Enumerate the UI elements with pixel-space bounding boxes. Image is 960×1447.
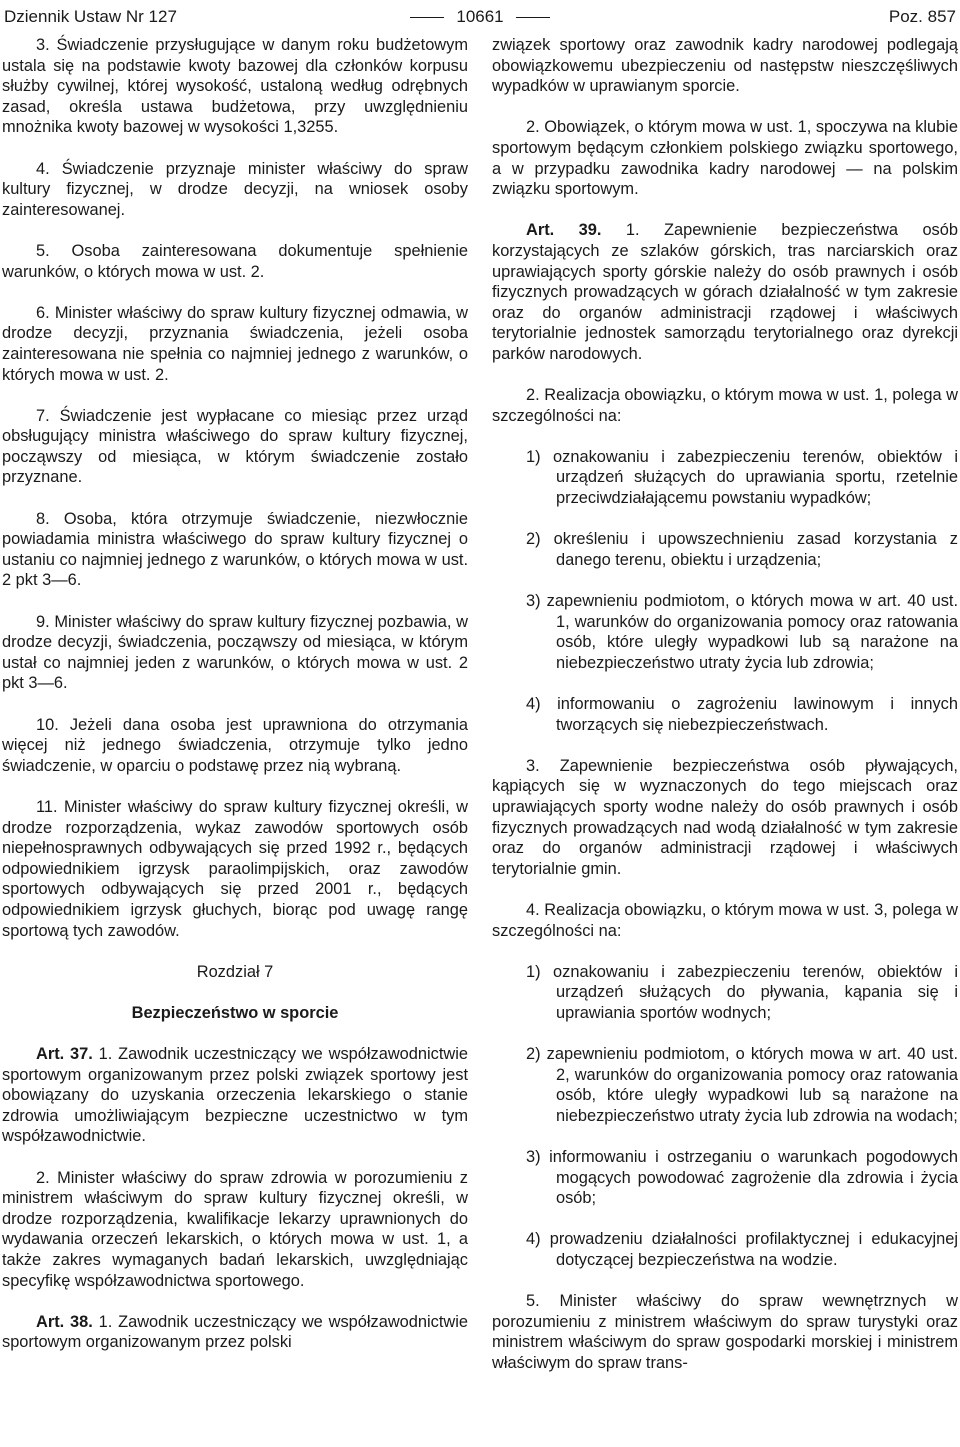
list-item: 3) informowaniu i ostrzeganiu o warunkach pogodowych mogących powodować zagrożenie dla zdrowia i życia osób;: [526, 1148, 958, 1208]
chapter-number: Rozdział 7: [196, 962, 274, 981]
article-38-label: Art. 38.: [36, 1312, 93, 1331]
list-item: 1) oznakowaniu i zabezpieczeniu terenów, obiektów i urządzeń służących do uprawiania sportu, rzetelnie przeciwdziałającemu powstaniu wypadków;: [526, 447, 958, 508]
left-column: [2, 35, 468, 1374]
paragraph-5: 5. Osoba zainteresowana dokumentuje spełnienie warunków, o których mowa w ust. 2.: [2, 241, 468, 281]
list-item: 4) informowaniu o zagrożeniu lawinowym i innych tworzących się niebezpieczeństwach.: [526, 695, 958, 734]
article-39-paragraph-5: 5. Minister właściwy do spraw wewnętrznych w porozumieniu z ministrem właściwym do spraw turystyki oraz ministrem właściwym do spraw gospodarki morskiej i ministrem właściwym do spraw trans-: [492, 1292, 958, 1372]
dash-left: [410, 17, 444, 18]
article-37-text: 1. Zawodnik uczestniczący we współzawodnictwie sportowym organizowanym przez polski związek sportowy jest obowiązany do uzyskania orzeczenia lekarskiego o stanie zdrowia umożliwiającym bezpieczne uczestnictwo w tym współzawodnictwie.: [2, 1045, 468, 1146]
article-39-paragraph-3: 3. Zapewnienie bezpieczeństwa osób pływających, kąpiących się w wyznaczonych do tego miejscach oraz uprawiających sporty wodne należy do osób prawnych i osób fizycznych prowadzących nad wodą działalność w tym zakresie oraz do organów administracji rządowej i właściwych terytorialnie gmin.: [492, 756, 958, 878]
paragraph-3: 3. Świadczenie przysługujące w danym roku budżetowym ustala się na podstawie kwoty bazowej dla członków korpusu służby cywilnej, której wysokość, ustaloną według odrębnych zasad, określa ustawa budżetowa, przy uwzględnieniu mnożnika kwoty bazowej w wysokości 1,3255.: [2, 36, 468, 137]
chapter-title: Bezpieczeństwo w sporcie: [131, 1003, 339, 1022]
list-item: 2) zapewnieniu podmiotom, o których mowa w art. 40 ust. 2, warunków do organizowania pomocy oraz ratowania osób, które uległy wypadkowi lub są narażone na niebezpieczeństwo utraty życia lub zdrowia na wodach;: [526, 1045, 958, 1125]
paragraph-10: 10. Jeżeli dana osoba jest uprawniona do otrzymania więcej niż jednego świadczenia, otrzymuje tylko jedno świadczenie, w oparciu o podstawę przez nią wybraną.: [2, 715, 468, 775]
dash-right: [516, 17, 550, 18]
article-39-text: 1. Zapewnienie bezpieczeństwa osób korzystających ze szlaków górskich, tras narciarskich oraz uprawiających sporty górskie należy do osób prawnych i osób fizycznych prowadzących w górach działalność w tym zakresie oraz do organów administracji rządowej i właściwych terytorialnie jednostek samorządu terytorialnego oraz dyrekcji parków narodowych.: [492, 221, 958, 363]
journal-title: Dziennik Ustaw Nr 127: [4, 7, 177, 26]
article-39-paragraph-1: [492, 220, 958, 364]
paragraph-6: 6. Minister właściwy do spraw kultury fizycznej odmawia, w drodze decyzji, przyznania świadczenia, jeżeli osoba zainteresowana nie spełnia co najmniej jednego z warunków, o których mowa w ust. 2.: [2, 303, 468, 384]
article-39-paragraph-2: 2. Realizacja obowiązku, o którym mowa w ust. 1, polega w szczególności na:: [492, 386, 958, 425]
article-38-text: 1. Zawodnik uczestniczący we współzawodnictwie sportowym organizowanym przez polski: [2, 1312, 468, 1352]
page-header: [4, 2, 956, 32]
article-38-paragraph-1: [2, 1312, 468, 1353]
article-38-continuation: związek sportowy oraz zawodnik kadry narodowej podlegają obowiązkowemu ubezpieczeniu od następstw nieszczęśliwych wypadków w uprawianym sporcie.: [492, 36, 958, 96]
list-item: 3) zapewnieniu podmiotom, o których mowa w art. 40 ust. 1, warunków do organizowania pomocy oraz ratowania osób, które uległy wypadkowi lub są narażone na niebezpieczeństwo utraty życia lub zdrowia;: [526, 592, 958, 672]
paragraph-9: 9. Minister właściwy do spraw kultury fizycznej pozbawia, w drodze decyzji, świadczenia, począwszy od miesiąca, w którym ustał co najmniej jeden z warunków, o których mowa w ust. 2 pkt 3—6.: [2, 612, 468, 693]
paragraph-11: 11. Minister właściwy do spraw kultury fizycznej określi, w drodze rozporządzenia, wykaz zawodów sportowych osób niepełnosprawnych odbywających się przed 1992 r., będących odpowiednikiem igrzysk paraolimpijskich, oraz zawodów sportowych odbywających się przed 2001 r., będących odpowiednikiem igrzysk głuchych, biorąc pod uwagę rangę sportową tych zawodów.: [2, 797, 468, 940]
list-item: 1) oznakowaniu i zabezpieczeniu terenów, obiektów i urządzeń służących do pływania, kąpania się i uprawiania sportów wodnych;: [526, 962, 958, 1022]
article-39-paragraph-4: 4. Realizacja obowiązku, o którym mowa w ust. 3, polega w szczególności na:: [492, 900, 958, 940]
article-37-paragraph-2: 2. Minister właściwy do spraw zdrowia w porozumieniu z ministrem właściwym do spraw kultury fizycznej określi, w drodze rozporządzenia, kwalifikacje lekarzy uprawnionych do wydawania orzeczeń lekarskich, o których mowa w ust. 1, a także zakres wymaganych badań lekarskich, uwzględniając specyfikę współzawodnictwa sportowego.: [2, 1168, 468, 1290]
article-38-paragraph-2: 2. Obowiązek, o którym mowa w ust. 1, spoczywa na klubie sportowym będącym członkiem polskiego związku sportowego, a w przypadku zawodnika kadry narodowej — na polskim związku sportowym.: [492, 118, 958, 199]
page-number: 10661: [456, 7, 504, 26]
right-column: [492, 35, 958, 1394]
article-37-paragraph-1: [2, 1044, 468, 1147]
list-item: 2) określeniu i upowszechnieniu zasad korzystania z danego terenu, obiektu i urządzenia;: [526, 530, 958, 569]
article-37-label: Art. 37.: [36, 1045, 93, 1064]
page-number-wrap: [4, 2, 956, 32]
paragraph-4: 4. Świadczenie przyznaje minister właściwy do spraw kultury fizycznej, w drodze decyzji, na wniosek osoby zainteresowanej.: [2, 159, 468, 219]
position-number: Poz. 857: [888, 7, 956, 26]
article-39-label: Art. 39.: [526, 221, 602, 240]
paragraph-8: 8. Osoba, która otrzymuje świadczenie, niezwłocznie powiadamia ministra właściwego do spraw kultury fizycznej o ustaniu co najmniej jednego z warunków, o których mowa w ust. 2 pkt 3—6.: [2, 509, 468, 590]
paragraph-7: 7. Świadczenie jest wypłacane co miesiąc przez urząd obsługujący ministra właściwego do spraw kultury fizycznej, począwszy od miesiąca, w którym świadczenie zostało przyznane.: [2, 406, 468, 487]
list-item: 4) prowadzeniu działalności profilaktycznej i edukacyjnej dotyczącej bezpieczeństwa na wodzie.: [526, 1230, 958, 1270]
